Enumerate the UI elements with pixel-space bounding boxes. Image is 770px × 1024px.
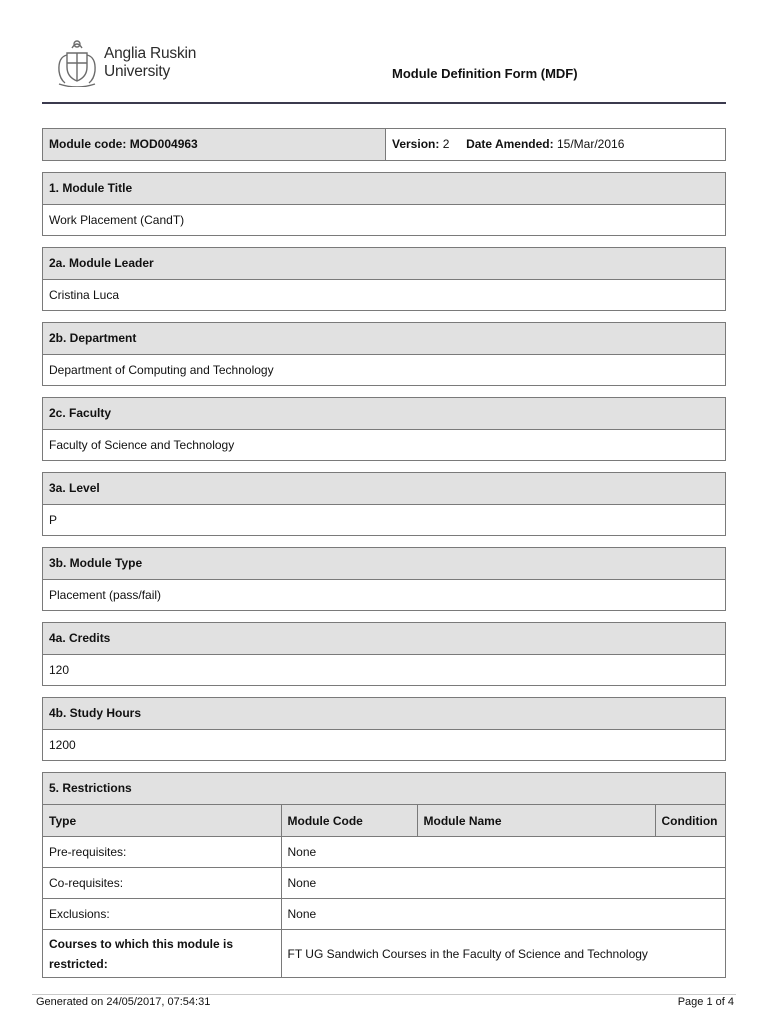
crest-icon	[55, 39, 99, 87]
version-value: 2	[442, 137, 450, 151]
restriction-type: Exclusions:	[43, 899, 281, 930]
section-value: Work Placement (CandT)	[49, 213, 185, 227]
restriction-value: None	[281, 837, 725, 868]
column-header-module-code: Module Code	[281, 805, 417, 837]
restriction-value: FT UG Sandwich Courses in the Faculty of Science and Technology	[281, 930, 725, 978]
section-value: Department of Computing and Technology	[49, 363, 274, 377]
module-code-box	[42, 128, 726, 161]
restriction-type: Pre-requisites:	[43, 837, 281, 868]
restriction-type: Courses to which this module is restricted:	[43, 930, 281, 978]
section-heading: 3a. Level	[43, 473, 725, 505]
module-code-label: Module code:	[49, 137, 127, 151]
header-divider	[42, 102, 726, 104]
table-row	[43, 899, 725, 930]
section-study-hours	[42, 697, 726, 761]
section-value: Faculty of Science and Technology	[49, 438, 235, 452]
section-faculty	[42, 397, 726, 461]
section-department	[42, 322, 726, 386]
table-row	[43, 930, 725, 978]
column-header-module-name: Module Name	[417, 805, 655, 837]
section-level	[42, 472, 726, 536]
restriction-type: Co-requisites:	[43, 868, 281, 899]
table-row	[43, 837, 725, 868]
section-credits	[42, 622, 726, 686]
university-logo	[55, 39, 225, 89]
table-row	[43, 868, 725, 899]
logo-wordmark	[104, 45, 196, 81]
section-heading: 4b. Study Hours	[43, 698, 725, 730]
section-value: Cristina Luca	[49, 288, 120, 302]
section-value: P	[49, 513, 58, 527]
restriction-value: None	[281, 868, 725, 899]
generated-timestamp: Generated on 24/05/2017, 07:54:31	[36, 996, 211, 1008]
section-value: 1200	[49, 738, 76, 752]
column-header-condition: Condition	[655, 805, 725, 837]
footer-divider	[32, 994, 736, 995]
section-value: 120	[49, 663, 70, 677]
section-restrictions	[42, 772, 726, 978]
version-cell	[386, 129, 725, 160]
page-number: Page 1 of 4	[677, 996, 734, 1008]
date-amended-label: Date Amended:	[466, 137, 554, 151]
section-module-title	[42, 172, 726, 236]
logo-line2: University	[104, 63, 171, 80]
section-heading: 3b. Module Type	[43, 548, 725, 580]
table-header-row	[43, 805, 725, 837]
section-module-type	[42, 547, 726, 611]
section-heading: 5. Restrictions	[43, 773, 725, 804]
section-heading: 1. Module Title	[43, 173, 725, 205]
module-code-value: MOD004963	[129, 137, 198, 151]
restriction-value: None	[281, 899, 725, 930]
logo-line1: Anglia Ruskin	[104, 45, 197, 62]
section-heading: 2b. Department	[43, 323, 725, 355]
date-amended-value: 15/Mar/2016	[556, 137, 625, 151]
module-code-cell	[43, 129, 386, 160]
version-label: Version:	[392, 137, 440, 151]
document-title: Module Definition Form (MDF)	[392, 66, 578, 81]
section-value: Placement (pass/fail)	[49, 588, 162, 602]
section-module-leader	[42, 247, 726, 311]
section-heading: 2a. Module Leader	[43, 248, 725, 280]
section-heading: 2c. Faculty	[43, 398, 725, 430]
column-header-type: Type	[43, 805, 281, 837]
restrictions-table	[43, 804, 725, 977]
section-heading: 4a. Credits	[43, 623, 725, 655]
